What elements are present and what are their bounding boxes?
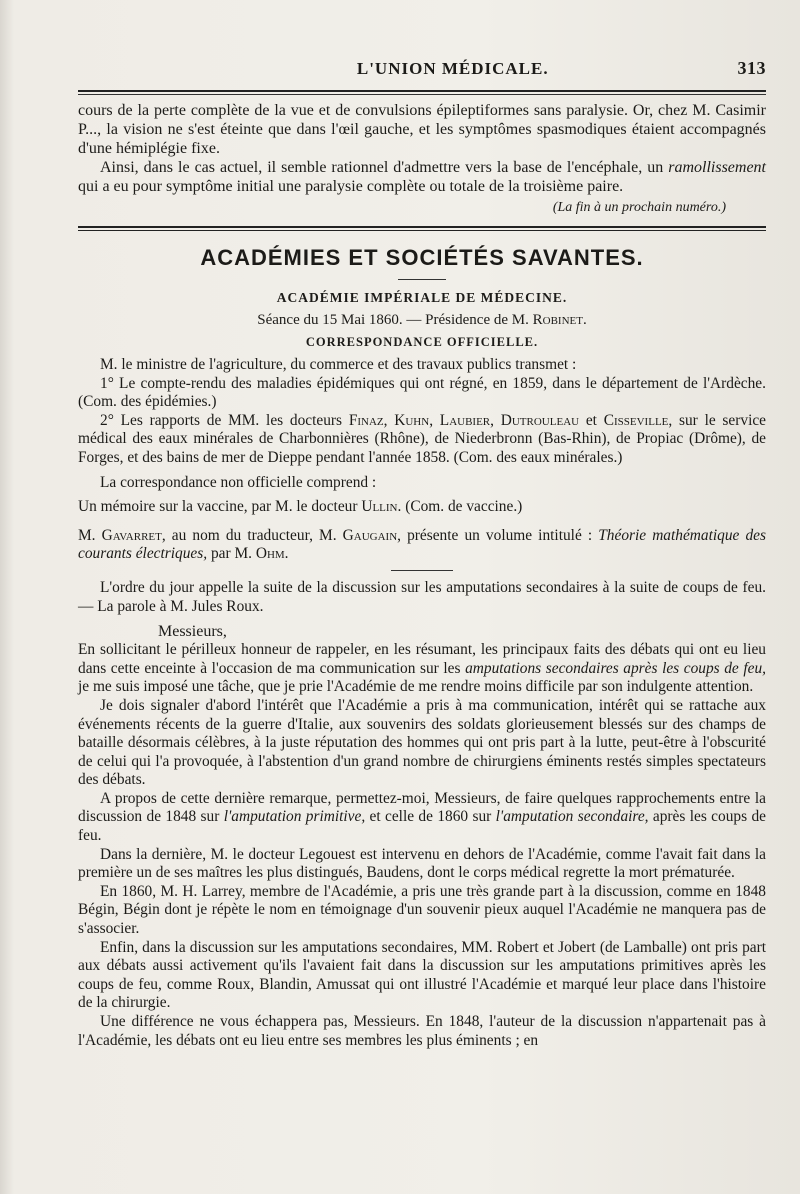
salutation: Messieurs, bbox=[158, 623, 227, 641]
paragraph: 1° Le compte-rendu des maladies épidémiques qui ont régné, en 1859, dans le département de l'Ardèche. (Com. des épidémies.) bbox=[78, 374, 766, 411]
paragraph: M. le ministre de l'agriculture, du commerce et des travaux publics transmet : bbox=[100, 356, 577, 373]
to-be-continued-note: (La fin à un prochain numéro.) bbox=[552, 200, 726, 215]
session-line: Séance du 15 Mai 1860. — Présidence de M. Robinet. bbox=[257, 312, 587, 328]
paragraph: En sollicitant le périlleux honneur de rappeler, en les résumant, les principaux faits des débats qui ont eu lieu dans cette enceinte à l'occasion de ma communication sur les amputations secondaires après les coups de feu, je me suis imposé une tâche, que je prie l'Académie de me rendre moins difficile par son indulgente attention. bbox=[78, 641, 766, 696]
paragraph: A propos de cette dernière remarque, permettez-moi, Messieurs, de faire quelques rapprochements entre la discussion de 1848 sur l'amputation primitive, et celle de 1860 sur l'amputation secondaire, après les coups de feu. bbox=[78, 789, 766, 845]
paragraph: Une différence ne vous échappera pas, Messieurs. En 1848, l'auteur de la discussion n'appartenait pas à l'Académie, les débats ont eu lieu entre ses membres les plus éminents ; en bbox=[78, 1013, 766, 1049]
divider bbox=[398, 279, 446, 280]
paragraph: Enfin, dans la discussion sur les amputations secondaires, MM. Robert et Jobert (de Lamballe) ont pris part aux débats aussi activement qu'ils l'avaient fait dans la discussion sur les amputations primitives après les coups de feu, comme Roux, Blandin, Amussat qui ont illustré l'Académie et marqué leur place dans l'histoire de la chirurgie. bbox=[78, 938, 766, 1012]
paragraph: Ainsi, dans le cas actuel, il semble rationnel d'admettre vers la base de l'encéphale, un ramollissement qui a eu pour symptôme initial une paralysie complète ou totale de la troisième paire. bbox=[78, 159, 766, 195]
correspondence-heading: CORRESPONDANCE OFFICIELLE. bbox=[305, 335, 539, 349]
paragraph: M. Gavarret, au nom du traducteur, M. Gaugain, présente un volume intitulé : Théorie mathématique des courants électriques, par M. Ohm. bbox=[78, 526, 766, 563]
academy-heading: ACADÉMIE IMPÉRIALE DE MÉDECINE. bbox=[276, 290, 568, 305]
paragraph: En 1860, M. H. Larrey, membre de l'Académie, a pris une très grande part à la discussion, comme en 1848 Bégin, Bégin dont je répète le nom en témoignage d'un souvenir pieux auquel l'Académie ne manquera pas de s'associer. bbox=[78, 882, 766, 938]
section-divider bbox=[78, 226, 766, 231]
section-title: ACADÉMIES ET SOCIÉTÉS SAVANTES. bbox=[200, 245, 644, 270]
paragraph: Je dois signaler d'abord l'intérêt que l'Académie a pris à ma communication, intérêt qui se rattache aux événements récents de la guerre d'Italie, aux souvenirs des soldats glorieusement blessés sur des champs de bataille désormais célèbres, à la juste réputation des hommes qui ont pris part à la lutte, peut-être à l'obscurité de celui qui l'a provoquée, à l'abstention d'un grand nombre de chirurgiens éminents restés simples spectateurs des débats. bbox=[78, 696, 766, 789]
paragraph: cours de la perte complète de la vue et de convulsions épileptiformes sans paralysie. Or, chez M. Casimir P..., la vision ne s'est éteinte que dans l'œil gauche, et les symptômes spasmodiques étaient accompagnés d'une hémiplégie fixe. bbox=[78, 102, 766, 157]
journal-title: L'UNION MÉDICALE. bbox=[356, 59, 549, 78]
article-body bbox=[78, 350, 766, 1050]
running-header bbox=[78, 58, 766, 82]
paragraph: L'ordre du jour appelle la suite de la discussion sur les amputations secondaires à la suite de coups de feu. — La parole à M. Jules Roux. bbox=[78, 578, 766, 615]
header-rule bbox=[78, 90, 766, 92]
paragraph: Un mémoire sur la vaccine, par M. le docteur Ullin. (Com. de vaccine.) bbox=[78, 498, 523, 516]
paragraph: La correspondance non officielle comprend : bbox=[100, 473, 377, 491]
previous-article-end bbox=[78, 101, 766, 216]
paragraph: Dans la dernière, M. le docteur Legouest est intervenu en dehors de l'Académie, comme l'avait fait dans la première un de ses maîtres les plus distingués, Baudens, dont le corps médical regrette la mort prématurée. bbox=[78, 845, 766, 882]
paragraph: 2° Les rapports de MM. les docteurs Finaz, Kuhn, Laubier, Dutrouleau et Cisseville, sur le service médical des eaux minérales de Charbonnières (Rhône), de Niederbronn (Bas-Rhin), de Propiac (Drôme), de Forges, et des bains de mer de Dieppe pendant l'année 1858. (Com. des eaux minérales.) bbox=[78, 411, 767, 466]
page-number: 313 bbox=[737, 58, 766, 78]
divider bbox=[391, 570, 453, 571]
header-rule-thin bbox=[78, 94, 766, 95]
